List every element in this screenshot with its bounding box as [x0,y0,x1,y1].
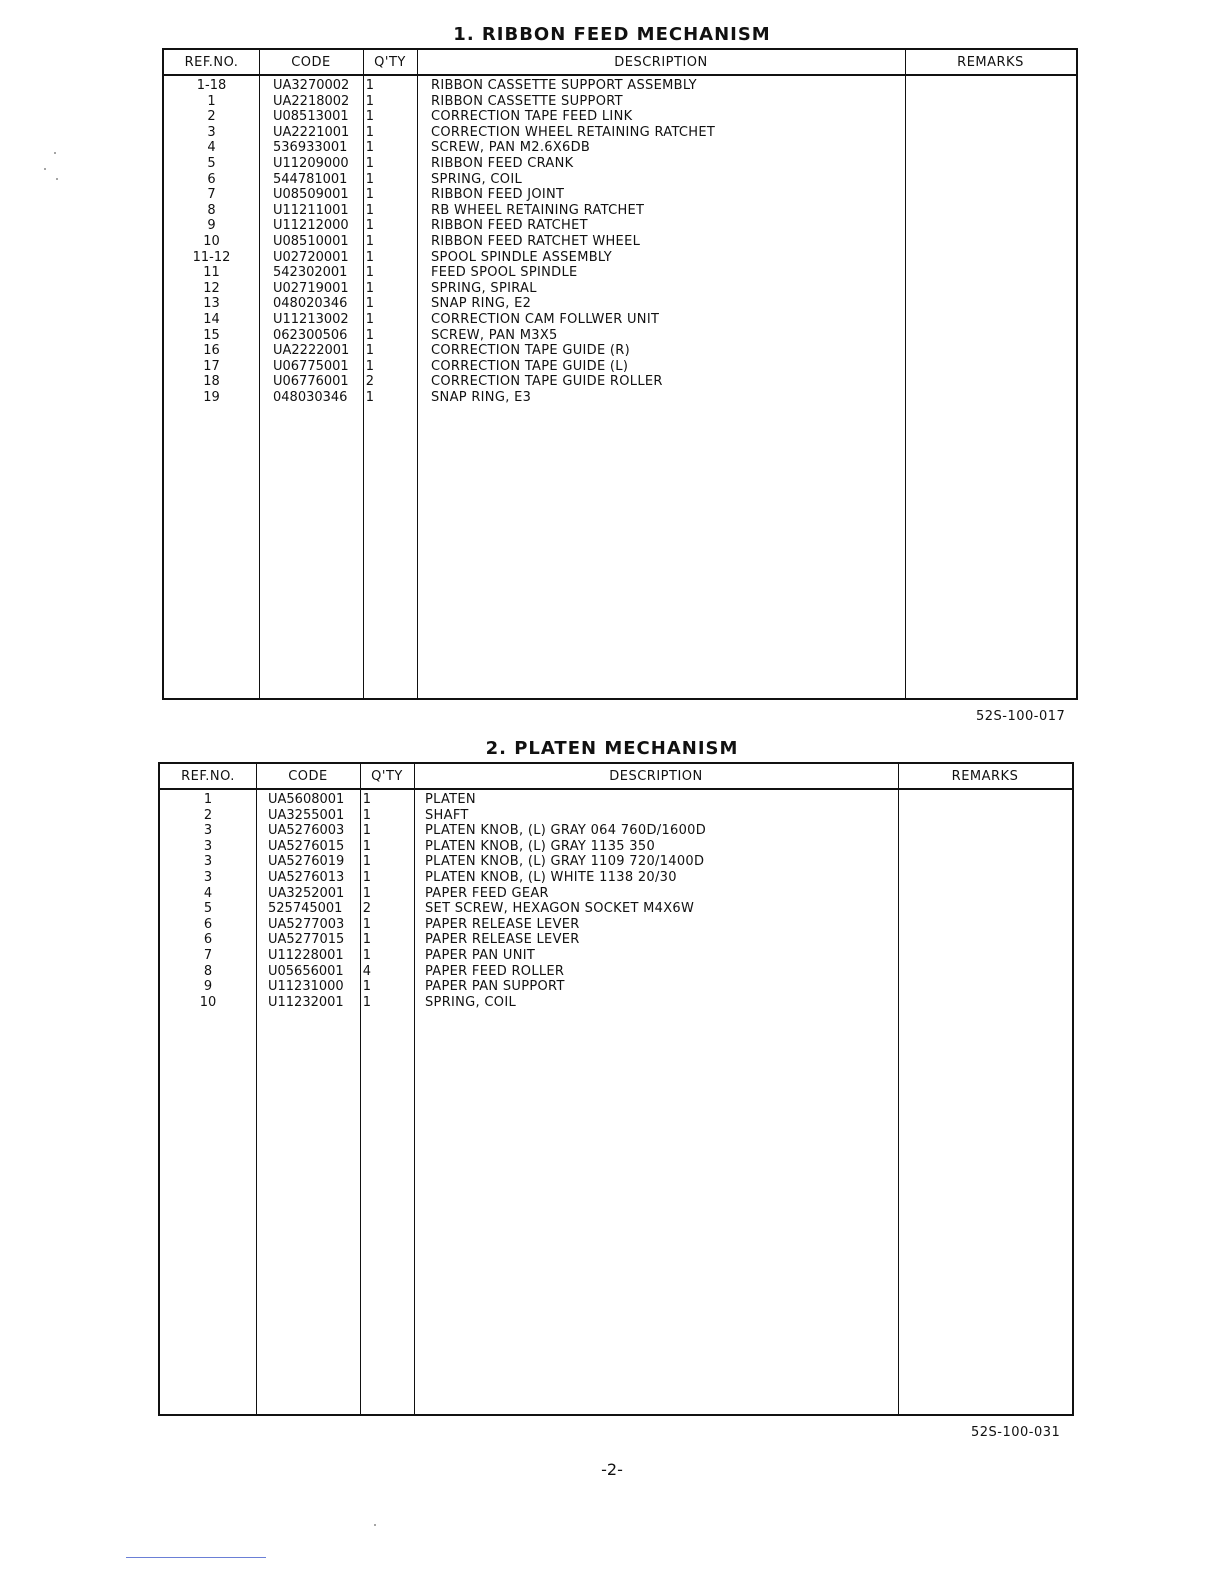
ref-no-cell: 11 [203,265,220,281]
bottom-rule [126,1557,266,1558]
table-row [160,823,1072,839]
header-qty: Q'TY [371,769,403,784]
table-row [164,343,1076,359]
header-code: CODE [288,769,328,784]
code-cell: U06775001 [273,358,349,374]
qty-cell: 1 [365,140,374,156]
qty-cell: 1 [365,343,374,359]
code-cell: UA5277003 [268,916,345,932]
qty-cell: 1 [362,807,371,823]
description-cell: RIBBON FEED JOINT [431,187,565,203]
ref-no-cell: 4 [207,140,216,156]
table-row [160,948,1072,964]
description-cell: CORRECTION TAPE GUIDE ROLLER [431,374,663,390]
section-2-figure-code: 52S-100-031 [971,1425,1061,1440]
description-cell: PAPER FEED GEAR [425,885,549,901]
qty-cell: 1 [365,171,374,187]
code-cell: UA5276015 [268,838,345,854]
description-cell: CORRECTION WHEEL RETAINING RATCHET [431,124,716,140]
ref-no-cell: 7 [203,947,213,963]
description-cell: PLATEN [425,792,476,807]
description-cell: RIBBON FEED CRANK [431,155,574,171]
description-cell: SHAFT [425,807,469,823]
ref-no-cell: 3 [203,823,213,839]
code-cell: U11209000 [273,155,349,171]
qty-cell: 1 [365,187,374,203]
table-row [164,94,1076,110]
qty-cell: 1 [365,218,374,234]
code-cell: UA5276019 [268,854,345,870]
description-cell: PAPER PAN UNIT [425,947,536,963]
table-header [160,764,1072,790]
ref-no-cell: 3 [203,838,213,854]
table-row [164,281,1076,297]
code-cell: U11212000 [273,218,349,234]
qty-cell: 1 [362,994,371,1010]
table-row [164,312,1076,328]
table-row [164,203,1076,219]
scan-speck [44,168,46,170]
ref-no-cell: 1 [203,792,213,807]
description-cell: CORRECTION TAPE GUIDE (L) [431,358,629,374]
header-ref-no: REF.NO. [184,55,239,70]
ref-no-cell: 11-12 [192,249,231,265]
ref-no-cell: 9 [207,218,216,234]
description-cell: RIBBON CASSETTE SUPPORT ASSEMBLY [431,78,697,93]
code-cell: UA2222001 [273,343,350,359]
description-cell: SCREW, PAN M2.6X6DB [431,140,591,156]
qty-cell: 1 [365,311,374,327]
description-cell: SPRING, SPIRAL [431,280,537,296]
description-cell: SPRING, COIL [431,171,523,187]
header-ref-no: REF.NO. [181,769,235,784]
code-cell: UA5608001 [268,792,345,807]
code-cell: 542302001 [273,265,348,281]
table-row [160,979,1072,995]
table-row [160,792,1072,808]
header-remarks: REMARKS [951,769,1019,784]
code-cell: 048020346 [273,296,348,312]
description-cell: CORRECTION TAPE GUIDE (R) [431,343,630,359]
code-cell: U02719001 [273,280,349,296]
description-cell: PLATEN KNOB, (L) GRAY 064 760D/1600D [425,823,707,839]
code-cell: U11232001 [268,994,344,1010]
description-cell: SPRING, COIL [425,994,517,1010]
table-row [160,932,1072,948]
table-row [164,250,1076,266]
ref-no-cell: 7 [207,187,216,203]
qty-cell: 2 [362,901,371,917]
code-cell: U08509001 [273,187,349,203]
ref-no-cell: 9 [203,979,213,995]
section-1-title: 1. RIBBON FEED MECHANISM [453,24,771,45]
ref-no-cell: 2 [207,109,216,125]
description-cell: SCREW, PAN M3X5 [431,327,558,343]
qty-cell: 1 [365,389,374,405]
ref-no-cell: 16 [203,343,220,359]
ref-no-cell: 13 [203,296,220,312]
code-cell: U05656001 [268,963,344,979]
section-1-figure-code: 52S-100-017 [976,709,1066,724]
table-row [164,140,1076,156]
page-number: -2- [601,1460,623,1479]
description-cell: PAPER PAN SUPPORT [425,979,565,995]
table-row [164,109,1076,125]
table-row [164,172,1076,188]
description-cell: PAPER FEED ROLLER [425,963,565,979]
table-row [160,995,1072,1011]
ref-no-cell: 3 [203,869,213,885]
header-remarks: REMARKS [957,55,1024,70]
qty-cell: 1 [362,885,371,901]
section-2-rows [160,792,1072,1010]
table-row [164,296,1076,312]
qty-cell: 1 [362,838,371,854]
description-cell: FEED SPOOL SPINDLE [431,265,578,281]
qty-cell: 1 [362,916,371,932]
ref-no-cell: 6 [207,171,216,187]
table-row [160,870,1072,886]
ref-no-cell: 8 [203,963,213,979]
description-cell: RIBBON FEED RATCHET WHEEL [431,233,641,249]
code-cell: 525745001 [268,901,343,917]
qty-cell: 1 [365,358,374,374]
qty-cell: 1 [365,124,374,140]
ref-no-cell: 19 [203,389,220,405]
table-row [164,359,1076,375]
qty-cell: 1 [362,869,371,885]
description-cell: SNAP RING, E3 [431,389,532,405]
code-cell: U06776001 [273,374,349,390]
code-cell: U08510001 [273,233,349,249]
qty-cell: 1 [362,979,371,995]
qty-cell: 1 [362,947,371,963]
ref-no-cell: 3 [203,854,213,870]
section-1-table [162,48,1078,700]
code-cell: U11228001 [268,947,344,963]
table-row [164,78,1076,94]
description-cell: SPOOL SPINDLE ASSEMBLY [431,249,612,265]
code-cell: 544781001 [273,171,348,187]
table-row [160,854,1072,870]
table-row [160,808,1072,824]
table-row [164,374,1076,390]
qty-cell: 1 [365,233,374,249]
qty-cell: 1 [365,296,374,312]
description-cell: RIBBON FEED RATCHET [431,218,588,234]
scan-speck [56,178,58,180]
ref-no-cell: 6 [203,932,213,948]
code-cell: 062300506 [273,327,348,343]
table-row [164,125,1076,141]
description-cell: SNAP RING, E2 [431,296,532,312]
description-cell: PAPER RELEASE LEVER [425,916,580,932]
table-row [160,886,1072,902]
ref-no-cell: 5 [203,901,213,917]
code-cell: 048030346 [273,389,348,405]
qty-cell: 1 [365,202,374,218]
ref-no-cell: 14 [203,311,220,327]
qty-cell: 1 [365,265,374,281]
section-2-title: 2. PLATEN MECHANISM [485,738,739,759]
header-description: DESCRIPTION [609,769,703,784]
ref-no-cell: 17 [203,358,220,374]
qty-cell: 1 [365,78,374,93]
qty-cell: 1 [365,327,374,343]
description-cell: RIBBON CASSETTE SUPPORT [431,93,623,109]
code-cell: UA5276013 [268,869,345,885]
header-code: CODE [291,55,331,70]
ref-no-cell: 18 [203,374,220,390]
code-cell: U08513001 [273,109,349,125]
qty-cell: 1 [365,93,374,109]
description-cell: PLATEN KNOB, (L) GRAY 1135 350 [425,838,656,854]
code-cell: UA3255001 [268,807,345,823]
code-cell: U11231000 [268,979,344,995]
ref-no-cell: 6 [203,916,213,932]
qty-cell: 1 [362,823,371,839]
description-cell: PLATEN KNOB, (L) WHITE 1138 20/30 [425,869,677,885]
qty-cell: 1 [365,280,374,296]
section-1-rows [164,78,1076,405]
table-row [160,964,1072,980]
description-cell: RB WHEEL RETAINING RATCHET [431,202,645,218]
table-header [164,50,1076,76]
table-row [164,156,1076,172]
ref-no-cell: 8 [207,202,216,218]
code-cell: 536933001 [273,140,348,156]
table-row [160,839,1072,855]
ref-no-cell: 12 [203,280,220,296]
qty-cell: 1 [362,854,371,870]
code-cell: UA5277015 [268,932,345,948]
ref-no-cell: 1-18 [196,78,227,93]
scan-speck [54,152,56,154]
code-cell: U11213002 [273,311,349,327]
ref-no-cell: 5 [207,155,216,171]
qty-cell: 1 [365,155,374,171]
description-cell: SET SCREW, HEXAGON SOCKET M4X6W [425,901,695,917]
section-2-table [158,762,1074,1416]
table-row [164,390,1076,406]
code-cell: UA2218002 [273,93,350,109]
table-row [160,901,1072,917]
qty-cell: 1 [362,792,371,807]
description-cell: PAPER RELEASE LEVER [425,932,580,948]
code-cell: U11211001 [273,202,349,218]
description-cell: CORRECTION CAM FOLLWER UNIT [431,311,660,327]
scan-speck [374,1524,376,1526]
code-cell: UA5276003 [268,823,345,839]
qty-cell: 2 [365,374,374,390]
description-cell: PLATEN KNOB, (L) GRAY 1109 720/1400D [425,854,705,870]
code-cell: UA3270002 [273,78,350,93]
table-row [164,328,1076,344]
table-row [164,265,1076,281]
description-cell: CORRECTION TAPE FEED LINK [431,109,633,125]
code-cell: U02720001 [273,249,349,265]
ref-no-cell: 10 [203,233,220,249]
qty-cell: 1 [362,932,371,948]
header-qty: Q'TY [374,55,406,70]
table-row [164,234,1076,250]
ref-no-cell: 3 [207,124,216,140]
qty-cell: 1 [365,109,374,125]
header-description: DESCRIPTION [614,55,708,70]
code-cell: UA2221001 [273,124,350,140]
qty-cell: 4 [362,963,371,979]
ref-no-cell: 1 [207,93,216,109]
table-row [160,917,1072,933]
ref-no-cell: 10 [199,994,217,1010]
table-row [164,218,1076,234]
ref-no-cell: 15 [203,327,220,343]
ref-no-cell: 2 [203,807,213,823]
table-row [164,187,1076,203]
code-cell: UA3252001 [268,885,345,901]
qty-cell: 1 [365,249,374,265]
ref-no-cell: 4 [203,885,213,901]
